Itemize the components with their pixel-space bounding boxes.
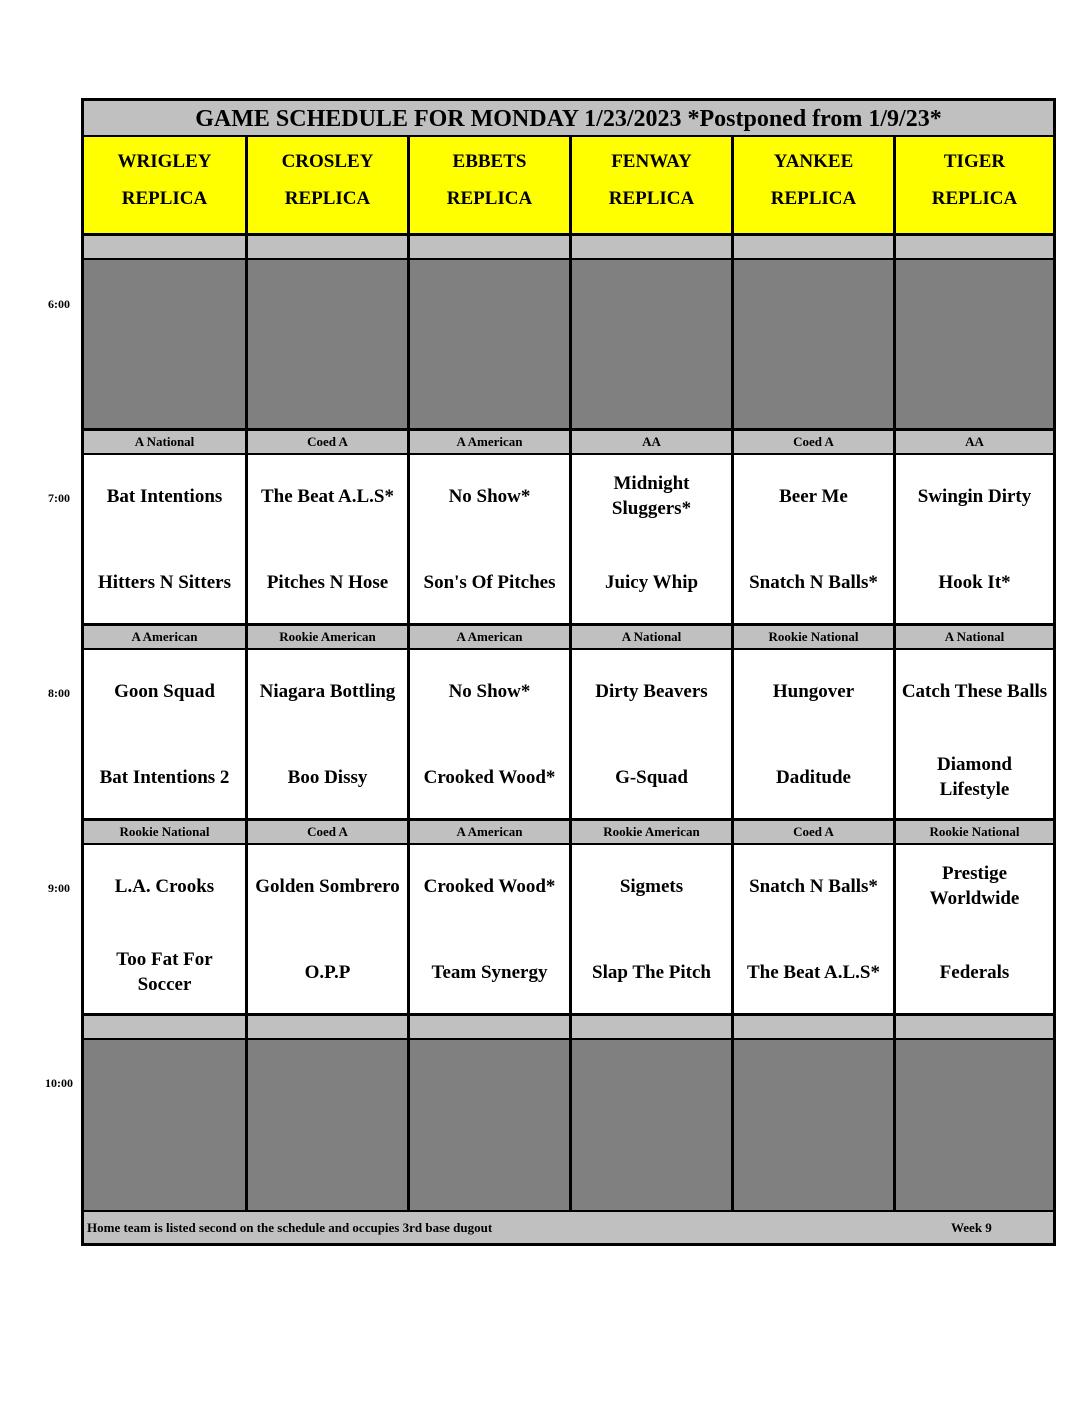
field-sub: REPLICA — [931, 188, 1018, 209]
division-label: Coed A — [733, 820, 895, 845]
home-team-note: Home team is listed second on the schedule and occupies 3rd base dugout — [87, 1220, 493, 1235]
field-header-yankee — [733, 137, 895, 235]
division-label: AA — [571, 430, 733, 455]
game-cell — [571, 650, 733, 820]
game-cell — [895, 455, 1053, 625]
division-label: A American — [409, 625, 571, 650]
field-sub: REPLICA — [284, 188, 371, 209]
time-label-6: 6:00 — [48, 297, 70, 311]
away-team: Swingin Dirty — [917, 485, 1032, 507]
time-label-9: 9:00 — [48, 881, 70, 895]
home-team: O.P.P — [304, 961, 351, 983]
division-label: Rookie National — [733, 625, 895, 650]
home-team: Team Synergy — [431, 961, 548, 983]
field-sub: REPLICA — [770, 188, 857, 209]
division-label: Coed A — [733, 430, 895, 455]
game-cell — [571, 455, 733, 625]
game-cell — [247, 650, 409, 820]
away-team: L.A. Crooks — [114, 875, 215, 897]
field-header-fenway — [571, 137, 733, 235]
division-label: A National — [571, 625, 733, 650]
home-team: Crooked Wood* — [423, 766, 556, 788]
field-name: FENWAY — [611, 151, 692, 172]
home-team: Daditude — [776, 766, 851, 788]
division-row-7pm — [84, 430, 1053, 455]
division-row-8pm — [84, 625, 1053, 650]
home-team: Federals — [939, 961, 1010, 983]
home-team: Slap The Pitch — [592, 961, 711, 983]
away-team: The Beat A.L.S* — [260, 485, 395, 507]
field-sub: REPLICA — [121, 188, 208, 209]
games-row-8pm — [84, 650, 1053, 820]
field-name: YANKEE — [773, 151, 854, 172]
game-cell — [84, 455, 247, 625]
home-team: G-Squad — [615, 766, 688, 788]
game-cell — [409, 650, 571, 820]
away-team: Snatch N Balls* — [749, 875, 878, 897]
empty-slot-10pm — [84, 1040, 1053, 1212]
away-team: Hungover — [772, 680, 855, 702]
away-team: Golden Sombrero — [255, 875, 400, 897]
division-label: A National — [84, 430, 247, 455]
home-team: Diamond Lifestyle — [937, 754, 1012, 800]
field-sub: REPLICA — [608, 188, 695, 209]
time-label-7: 7:00 — [48, 491, 70, 505]
home-team: Boo Dissy — [287, 766, 368, 788]
games-row-9pm — [84, 845, 1053, 1015]
game-cell — [733, 455, 895, 625]
footer-bar — [84, 1212, 1053, 1243]
game-cell — [895, 845, 1053, 1015]
division-label: Rookie National — [84, 820, 247, 845]
field-header-wrigley — [84, 137, 247, 235]
separator-row — [84, 235, 1053, 260]
division-label: A American — [84, 625, 247, 650]
time-label-8: 8:00 — [48, 686, 70, 700]
home-team: Too Fat For Soccer — [116, 949, 213, 995]
away-team: Prestige Worldwide — [929, 863, 1020, 909]
field-header-ebbets — [409, 137, 571, 235]
home-team: Hook It* — [938, 571, 1011, 593]
field-header-tiger — [895, 137, 1053, 235]
away-team: No Show* — [448, 485, 531, 507]
games-row-7pm — [84, 455, 1053, 625]
home-team: Juicy Whip — [604, 571, 699, 593]
away-team: Catch These Balls — [901, 680, 1048, 702]
division-label: A National — [895, 625, 1053, 650]
away-team: Dirty Beavers — [595, 680, 708, 702]
field-header-crosley — [247, 137, 409, 235]
week-label: Week 9 — [951, 1220, 992, 1235]
schedule-sheet — [81, 98, 1056, 1246]
home-team: Hitters N Sitters — [98, 571, 231, 593]
away-team: Sigmets — [619, 875, 684, 897]
division-label: Coed A — [247, 430, 409, 455]
away-team: Bat Intentions — [106, 485, 223, 507]
division-label: Rookie American — [571, 820, 733, 845]
field-header-row — [84, 137, 1053, 235]
home-team: The Beat A.L.S* — [746, 961, 881, 983]
division-label: AA — [895, 430, 1053, 455]
game-cell — [895, 650, 1053, 820]
away-team: Beer Me — [779, 485, 848, 507]
game-cell — [247, 455, 409, 625]
game-cell — [733, 845, 895, 1015]
home-team: Snatch N Balls* — [749, 571, 878, 593]
away-team: Niagara Bottling — [259, 680, 396, 702]
game-cell — [409, 845, 571, 1015]
game-cell — [84, 650, 247, 820]
field-name: EBBETS — [452, 151, 527, 172]
separator-row — [84, 1015, 1053, 1040]
field-sub: REPLICA — [446, 188, 533, 209]
game-cell — [733, 650, 895, 820]
division-label: Rookie National — [895, 820, 1053, 845]
division-label: A American — [409, 820, 571, 845]
empty-slot-6pm — [84, 260, 1053, 430]
home-team: Bat Intentions 2 — [99, 766, 230, 788]
game-cell — [247, 845, 409, 1015]
game-cell — [84, 845, 247, 1015]
away-team: Crooked Wood* — [423, 875, 556, 897]
game-cell — [571, 845, 733, 1015]
schedule-title: GAME SCHEDULE FOR MONDAY 1/23/2023 *Postponed from 1/9/23* — [84, 101, 1053, 137]
division-label: A American — [409, 430, 571, 455]
division-row-9pm — [84, 820, 1053, 845]
field-name: WRIGLEY — [117, 151, 212, 172]
division-label: Rookie American — [247, 625, 409, 650]
time-label-10: 10:00 — [45, 1076, 73, 1090]
home-team: Son's Of Pitches — [423, 571, 556, 593]
home-team: Pitches N Hose — [266, 571, 389, 593]
away-team: Goon Squad — [114, 680, 215, 702]
division-label: Coed A — [247, 820, 409, 845]
away-team: No Show* — [448, 680, 531, 702]
game-cell — [409, 455, 571, 625]
field-name: TIGER — [943, 151, 1006, 172]
away-team: Midnight Sluggers* — [611, 473, 692, 519]
field-name: CROSLEY — [281, 151, 374, 172]
